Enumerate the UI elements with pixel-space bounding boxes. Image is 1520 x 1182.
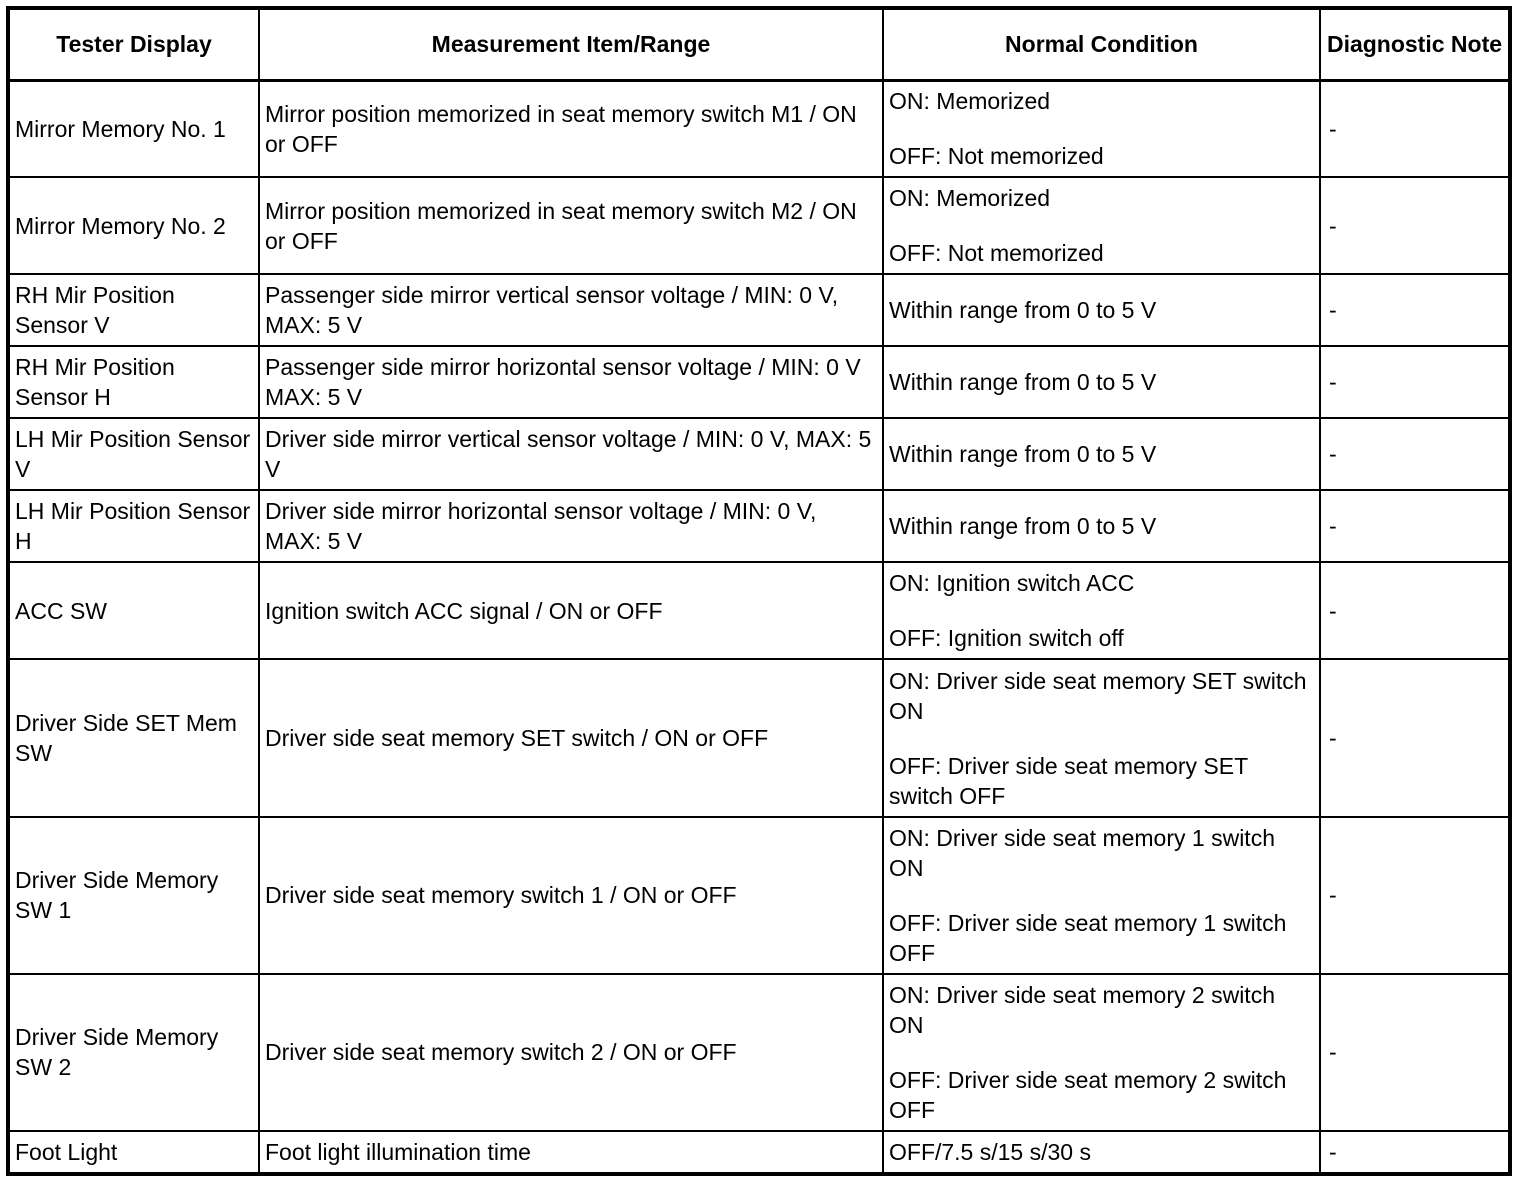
header-tester-display: Tester Display [8, 8, 259, 80]
table-row [8, 80, 1510, 177]
tester-display-cell: RH Mir Position Sensor V [8, 274, 259, 346]
tester-display-cell: Foot Light [8, 1131, 259, 1174]
condition-line: ON: Ignition switch ACC [889, 570, 1135, 597]
normal-condition-cell [883, 562, 1320, 659]
normal-condition-cell [883, 974, 1320, 1131]
tester-display-cell: Mirror Memory No. 1 [8, 80, 259, 177]
condition-line: ON: Driver side seat memory SET switch ON [889, 667, 1307, 724]
normal-condition-cell [883, 418, 1320, 490]
table-row [8, 562, 1510, 659]
tester-display-cell: Driver Side Memory SW 2 [8, 974, 259, 1131]
measurement-item-cell: Passenger side mirror horizontal sensor voltage / MIN: 0 V MAX: 5 V [259, 346, 883, 418]
condition-line: Within range from 0 to 5 V [889, 513, 1157, 540]
diagnostic-note-cell: - [1320, 817, 1510, 974]
header-diagnostic-note: Diagnostic Note [1320, 8, 1510, 80]
condition-line: OFF: Not memorized [889, 143, 1104, 170]
tester-display-cell: RH Mir Position Sensor H [8, 346, 259, 418]
table-row [8, 346, 1510, 418]
measurement-item-cell: Foot light illumination time [259, 1131, 883, 1174]
condition-line: Within range from 0 to 5 V [889, 441, 1157, 468]
tester-display-cell: Driver Side SET Mem SW [8, 659, 259, 816]
table-row [8, 817, 1510, 974]
table-row [8, 659, 1510, 816]
condition-line: ON: Driver side seat memory 2 switch ON [889, 981, 1275, 1038]
table-row [8, 1131, 1510, 1174]
condition-line: OFF/7.5 s/15 s/30 s [889, 1138, 1091, 1165]
condition-line: OFF: Driver side seat memory 1 switch OFF [889, 909, 1287, 966]
condition-line: ON: Memorized [889, 88, 1051, 115]
measurement-item-cell: Driver side seat memory switch 1 / ON or OFF [259, 817, 883, 974]
diagnostic-note-cell: - [1320, 659, 1510, 816]
diagnostic-note-cell: - [1320, 974, 1510, 1131]
tester-display-cell: ACC SW [8, 562, 259, 659]
measurement-item-cell: Driver side mirror horizontal sensor voltage / MIN: 0 V, MAX: 5 V [259, 490, 883, 562]
measurement-item-cell: Driver side mirror vertical sensor voltage / MIN: 0 V, MAX: 5 V [259, 418, 883, 490]
table-row [8, 177, 1510, 274]
diagnostic-note-cell: - [1320, 562, 1510, 659]
data-list-table [6, 6, 1512, 1176]
table-row [8, 490, 1510, 562]
condition-line: ON: Memorized [889, 185, 1051, 212]
condition-line: OFF: Not memorized [889, 240, 1104, 267]
diagnostic-note-cell: - [1320, 177, 1510, 274]
table-header [8, 8, 1510, 80]
diagnostic-note-cell: - [1320, 490, 1510, 562]
normal-condition-cell [883, 177, 1320, 274]
condition-line: OFF: Ignition switch off [889, 625, 1124, 652]
measurement-item-cell: Mirror position memorized in seat memory switch M1 / ON or OFF [259, 80, 883, 177]
normal-condition-cell [883, 346, 1320, 418]
diagnostic-note-cell: - [1320, 274, 1510, 346]
normal-condition-cell [883, 1131, 1320, 1174]
diagnostic-note-cell: - [1320, 80, 1510, 177]
table-body [8, 80, 1510, 1174]
condition-line: ON: Driver side seat memory 1 switch ON [889, 824, 1275, 881]
header-row [8, 8, 1510, 80]
tester-display-cell: Driver Side Memory SW 1 [8, 817, 259, 974]
measurement-item-cell: Ignition switch ACC signal / ON or OFF [259, 562, 883, 659]
diagnostic-note-cell: - [1320, 1131, 1510, 1174]
tester-display-cell: Mirror Memory No. 2 [8, 177, 259, 274]
header-measurement-item: Measurement Item/Range [259, 8, 883, 80]
diagnostic-note-cell: - [1320, 418, 1510, 490]
condition-line: Within range from 0 to 5 V [889, 297, 1157, 324]
condition-line: OFF: Driver side seat memory 2 switch OFF [889, 1066, 1287, 1123]
measurement-item-cell: Driver side seat memory SET switch / ON or OFF [259, 659, 883, 816]
normal-condition-cell [883, 490, 1320, 562]
normal-condition-cell [883, 659, 1320, 816]
normal-condition-cell [883, 80, 1320, 177]
measurement-item-cell: Passenger side mirror vertical sensor voltage / MIN: 0 V, MAX: 5 V [259, 274, 883, 346]
table-row [8, 418, 1510, 490]
header-normal-condition: Normal Condition [883, 8, 1320, 80]
condition-line: OFF: Driver side seat memory SET switch OFF [889, 752, 1248, 809]
measurement-item-cell: Mirror position memorized in seat memory switch M2 / ON or OFF [259, 177, 883, 274]
tester-display-cell: LH Mir Position Sensor V [8, 418, 259, 490]
tester-display-cell: LH Mir Position Sensor H [8, 490, 259, 562]
condition-line: Within range from 0 to 5 V [889, 369, 1157, 396]
diagnostic-note-cell: - [1320, 346, 1510, 418]
table-row [8, 974, 1510, 1131]
measurement-item-cell: Driver side seat memory switch 2 / ON or OFF [259, 974, 883, 1131]
normal-condition-cell [883, 274, 1320, 346]
normal-condition-cell [883, 817, 1320, 974]
table-row [8, 274, 1510, 346]
